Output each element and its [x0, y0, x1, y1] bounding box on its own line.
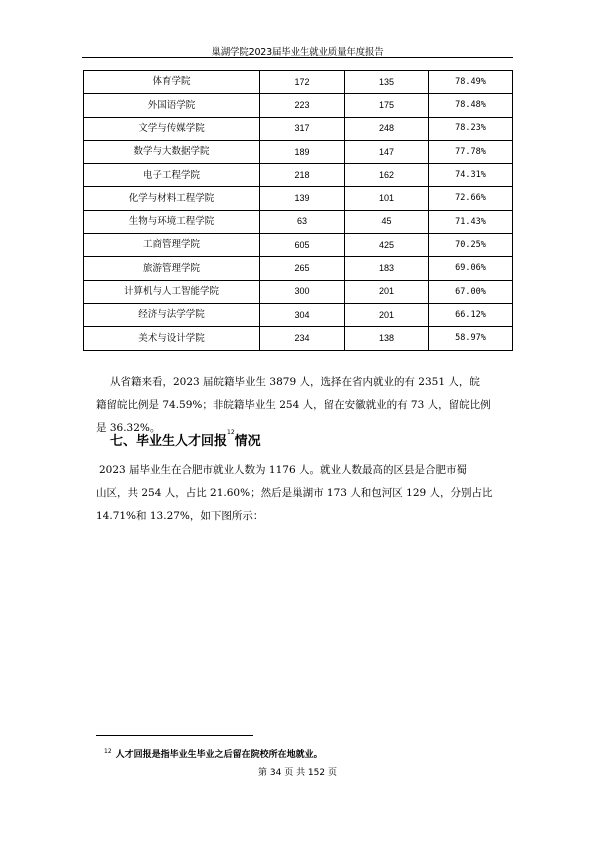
graduates-cell: 605: [260, 234, 345, 257]
college-name-cell: 经济与法学学院: [84, 303, 260, 326]
running-header: 巢湖学院2023届毕业生就业质量年度报告: [211, 47, 384, 58]
ratio-cell: 78.49%: [429, 71, 513, 94]
table-row: [84, 140, 513, 163]
college-name-cell: 计算机与人工智能学院: [84, 280, 260, 303]
ratio-cell: 72.66%: [429, 187, 513, 210]
college-name-cell: 旅游管理学院: [84, 257, 260, 280]
graduates-cell: 172: [260, 71, 345, 94]
ratio-cell: 77.78%: [429, 140, 513, 163]
employed-cell: 101: [345, 187, 429, 210]
graduates-cell: 218: [260, 164, 345, 187]
college-name-cell: 外国语学院: [84, 94, 260, 117]
graduates-cell: 223: [260, 94, 345, 117]
table-row: [84, 303, 513, 326]
table-row: [84, 327, 513, 350]
graduates-cell: 234: [260, 327, 345, 350]
college-name-cell: 电子工程学院: [84, 164, 260, 187]
section-heading: [110, 430, 261, 449]
footnote: [104, 747, 323, 760]
employed-cell: 425: [345, 234, 429, 257]
employed-cell: 201: [345, 303, 429, 326]
employed-cell: 135: [345, 71, 429, 94]
employed-cell: 201: [345, 280, 429, 303]
employed-cell: 175: [345, 94, 429, 117]
employed-cell: 45: [345, 210, 429, 233]
table-row: [84, 257, 513, 280]
graduates-cell: 189: [260, 140, 345, 163]
employed-cell: 162: [345, 164, 429, 187]
ratio-cell: 78.48%: [429, 94, 513, 117]
graduates-cell: 265: [260, 257, 345, 280]
table-row: [84, 117, 513, 140]
ratio-cell: 70.25%: [429, 234, 513, 257]
college-name-cell: 文学与传媒学院: [84, 117, 260, 140]
employed-cell: 138: [345, 327, 429, 350]
section-title: 七、毕业生人才回报: [110, 434, 228, 449]
graduates-cell: 304: [260, 303, 345, 326]
hefei-paragraph: 2023 届毕业生在合肥市就业人数为 1176 人。就业人数最高的区县是合肥市蜀 山区，共 254 人，占比 21.60%；然后是巢湖市 173 人和包河区 129 人，分别占比 14.71%和 13.27%，如下图所示：: [96, 464, 493, 522]
graduates-cell: 63: [260, 210, 345, 233]
section-title-suffix: 情况: [234, 434, 261, 449]
footnote-reference[interactable]: 12: [227, 429, 235, 436]
ratio-cell: 66.12%: [429, 303, 513, 326]
table-row: [84, 234, 513, 257]
employed-cell: 183: [345, 257, 429, 280]
table-row: [84, 164, 513, 187]
table-row: [84, 71, 513, 94]
employed-cell: 147: [345, 140, 429, 163]
table-row: [84, 94, 513, 117]
ratio-cell: 69.06%: [429, 257, 513, 280]
footnote-text: 人才回报是指毕业生毕业之后留在院校所在地就业。: [115, 750, 323, 760]
table-row: [84, 280, 513, 303]
table-body: [84, 71, 513, 351]
graduates-cell: 317: [260, 117, 345, 140]
page-number: 第 34 页 共 152 页: [258, 768, 337, 778]
college-name-cell: 生物与环境工程学院: [84, 210, 260, 233]
province-paragraph: 从省籍来看，2023 届皖籍毕业生 3879 人，选择在省内就业的有 2351 人，皖 籍留皖比例是 74.59%；非皖籍毕业生 254 人，留在安徽就业的有 73 人，留皖比例 是 36.32%。: [96, 376, 491, 434]
footnote-divider: [96, 735, 253, 736]
ratio-cell: 74.31%: [429, 164, 513, 187]
graduates-cell: 300: [260, 280, 345, 303]
college-name-cell: 数学与大数据学院: [84, 140, 260, 163]
ratio-cell: 58.97%: [429, 327, 513, 350]
college-name-cell: 体育学院: [84, 71, 260, 94]
table-row: [84, 210, 513, 233]
employed-cell: 248: [345, 117, 429, 140]
ratio-cell: 71.43%: [429, 210, 513, 233]
ratio-cell: 67.00%: [429, 280, 513, 303]
table-row: [84, 187, 513, 210]
college-name-cell: 化学与材料工程学院: [84, 187, 260, 210]
footnote-number: 12: [104, 748, 112, 755]
graduates-cell: 139: [260, 187, 345, 210]
college-name-cell: 美术与设计学院: [84, 327, 260, 350]
college-name-cell: 工商管理学院: [84, 234, 260, 257]
ratio-cell: 78.23%: [429, 117, 513, 140]
employment-table: [83, 70, 513, 351]
header-divider: [82, 57, 513, 58]
